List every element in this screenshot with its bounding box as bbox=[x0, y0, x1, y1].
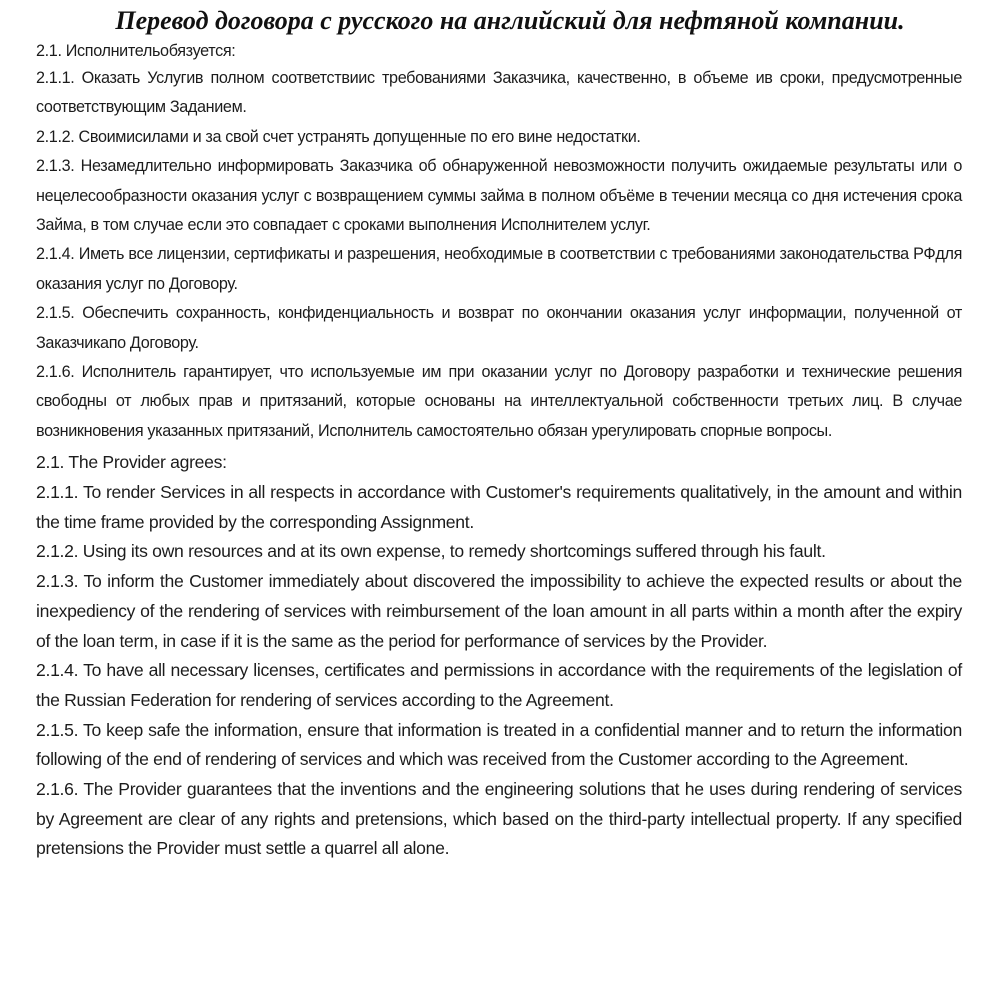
russian-contract-section bbox=[36, 38, 962, 446]
russian-section-heading: 2.1. Исполнительобязуется: bbox=[36, 42, 236, 60]
english-contract-section bbox=[36, 448, 962, 864]
english-clause-2-1-5: 2.1.5. To keep safe the information, ensure that information is treated in a confidential manner and to return the information following of the end of rendering of services and which was received from the Customer according to the Agreement. bbox=[36, 719, 962, 770]
russian-clause-2-1-2: 2.1.2. Своимисилами и за свой счет устранять допущенные по его вине недостатки. bbox=[36, 127, 641, 146]
document-title: Перевод договора с русского на английский для нефтяной компании. bbox=[115, 6, 905, 35]
english-clause-2-1-4: 2.1.4. To have all necessary licenses, certificates and permissions in accordance with the requirements of the legislation of the Russian Federation for rendering of services according to the Agreement. bbox=[36, 660, 962, 710]
russian-clause-2-1-6: 2.1.6. Исполнитель гарантирует, что используемые им при оказании услуг по Договору разработки и технические решения свободны от любых прав и притязаний, которые основаны на интеллектуальной собственности третьих лиц. В случае возникновения указанных притязаний, Исполнитель самостоятельно обязан урегулировать спорные вопросы. bbox=[36, 363, 962, 440]
document-page bbox=[36, 4, 962, 864]
english-section-heading: 2.1. The Provider agrees: bbox=[36, 452, 227, 473]
english-clause-2-1-1: 2.1.1. To render Services in all respects in accordance with Customer's requirements qualitatively, in the amount and within the time frame provided by the corresponding Assignment. bbox=[36, 481, 962, 532]
english-clause-2-1-6: 2.1.6. The Provider guarantees that the inventions and the engineering solutions that he uses during rendering of services by Agreement are clear of any rights and pretensions, which based on the third-party intellectual property. If any specified pretensions the Provider must settle a quarrel all alone. bbox=[36, 779, 962, 859]
russian-clause-2-1-3: 2.1.3. Незамедлительно информировать Заказчика об обнаруженной невозможности получить ожидаемые результаты или о нецелесообразности оказания услуг с возвращением суммы займа в полном объёме в течении месяца со дня истечения срока Займа, в том случае если это совпадает с сроками выполнения Исполнителем услуг. bbox=[36, 157, 962, 235]
russian-clause-2-1-5: 2.1.5. Обеспечить сохранность, конфиденциальность и возврат по окончании оказания услуг информации, полученной от Заказчикапо Договору. bbox=[36, 304, 962, 352]
russian-clause-2-1-4: 2.1.4. Иметь все лицензии, сертификаты и разрешения, необходимые в соответствии с требованиями законодательства РФдля оказания услуг по Договору. bbox=[36, 245, 962, 293]
russian-clause-2-1-1: 2.1.1. Оказать Услугив полном соответствиис требованиями Заказчика, качественно, в объеме ив сроки, предусмотренные соответствующим Заданием. bbox=[36, 69, 962, 117]
english-clause-2-1-3: 2.1.3. To inform the Customer immediately about discovered the impossibility to achieve the expected results or about the inexpediency of the rendering of services with reimbursement of the loan amount in all parts within a month after the expiry of the loan term, in case if it is the same as the period for performance of services by the Provider. bbox=[36, 571, 962, 651]
english-clause-2-1-2: 2.1.2. Using its own resources and at its own expense, to remedy shortcomings suffered through his fault. bbox=[36, 541, 826, 562]
